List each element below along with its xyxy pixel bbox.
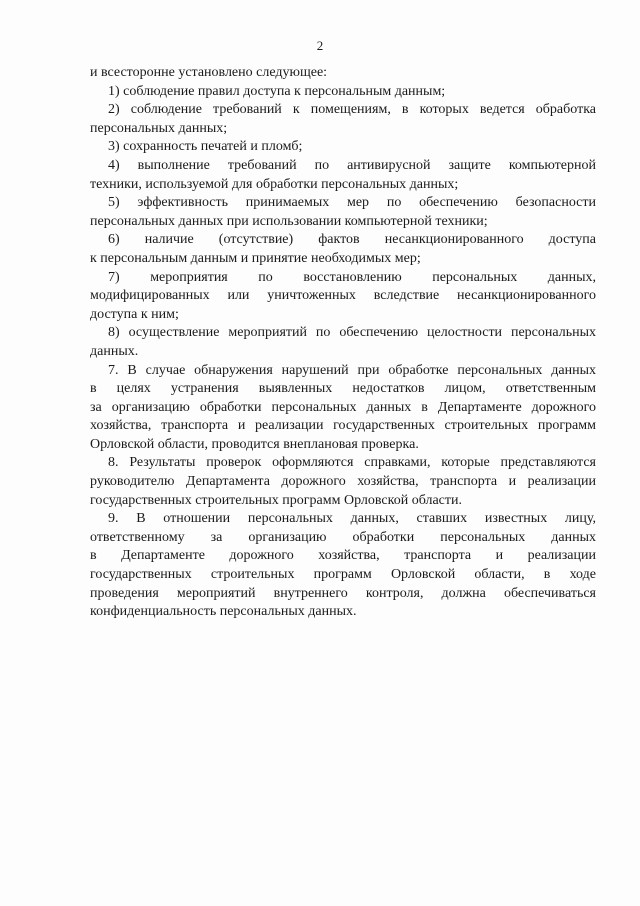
document-body	[90, 64, 596, 622]
text-line: персональных данных при использовании компьютерной техники;	[90, 213, 488, 229]
text-line: в целях устранения выявленных недостатков лицом, ответственным	[90, 381, 596, 397]
text-line: государственных строительных программ Орловской области.	[90, 492, 462, 508]
text-line: к персональным данным и принятие необходимых мер;	[90, 250, 421, 266]
text-line: техники, используемой для обработки персональных данных;	[90, 176, 459, 192]
text-line: доступа к ним;	[90, 306, 179, 322]
text-line: 4) выполнение требований по антивирусной защите компьютерной	[108, 157, 596, 173]
text-line: 6) наличие (отсутствие) фактов несанкционированного доступа	[108, 232, 596, 248]
text-line: персональных данных;	[90, 120, 228, 136]
page-number: 2	[316, 38, 324, 53]
text-line: в Департаменте дорожного хозяйства, транспорта и реализации	[90, 548, 596, 564]
text-line: проведения мероприятий внутреннего контроля, должна обеспечиваться	[90, 585, 596, 601]
text-line: государственных строительных программ Орловской области, в ходе	[90, 567, 596, 583]
text-line: ответственному за организацию обработки персональных данных	[90, 529, 596, 545]
text-line: 8. Результаты проверок оформляются справками, которые представляются	[108, 455, 596, 471]
text-line: 8) осуществление мероприятий по обеспечению целостности персональных	[108, 325, 596, 341]
text-line: руководителю Департамента дорожного хозяйства, транспорта и реализации	[90, 474, 596, 490]
text-line: 5) эффективность принимаемых мер по обеспечению безопасности	[108, 195, 596, 211]
text-line: Орловской области, проводится внеплановая проверка.	[90, 436, 419, 452]
text-line: 3) сохранность печатей и пломб;	[108, 139, 303, 155]
text-line: данных.	[90, 343, 139, 359]
text-line: 9. В отношении персональных данных, ставших известных лицу,	[108, 511, 596, 527]
text-line: за организацию обработки персональных данных в Департаменте дорожного	[90, 399, 596, 415]
text-line: 2) соблюдение требований к помещениям, в которых ведется обработка	[108, 102, 596, 118]
text-line: хозяйства, транспорта и реализации государственных строительных программ	[90, 418, 596, 434]
text-line: 1) соблюдение правил доступа к персональным данным;	[108, 83, 446, 99]
text-line: и всесторонне установлено следующее:	[90, 65, 328, 80]
text-line: конфиденциальность персональных данных.	[90, 604, 357, 620]
text-line: 7) мероприятия по восстановлению персональных данных,	[108, 269, 596, 285]
text-line: модифицированных или уничтоженных вследствие несанкционированного	[90, 288, 596, 304]
text-line: 7. В случае обнаружения нарушений при обработке персональных данных	[108, 362, 596, 378]
